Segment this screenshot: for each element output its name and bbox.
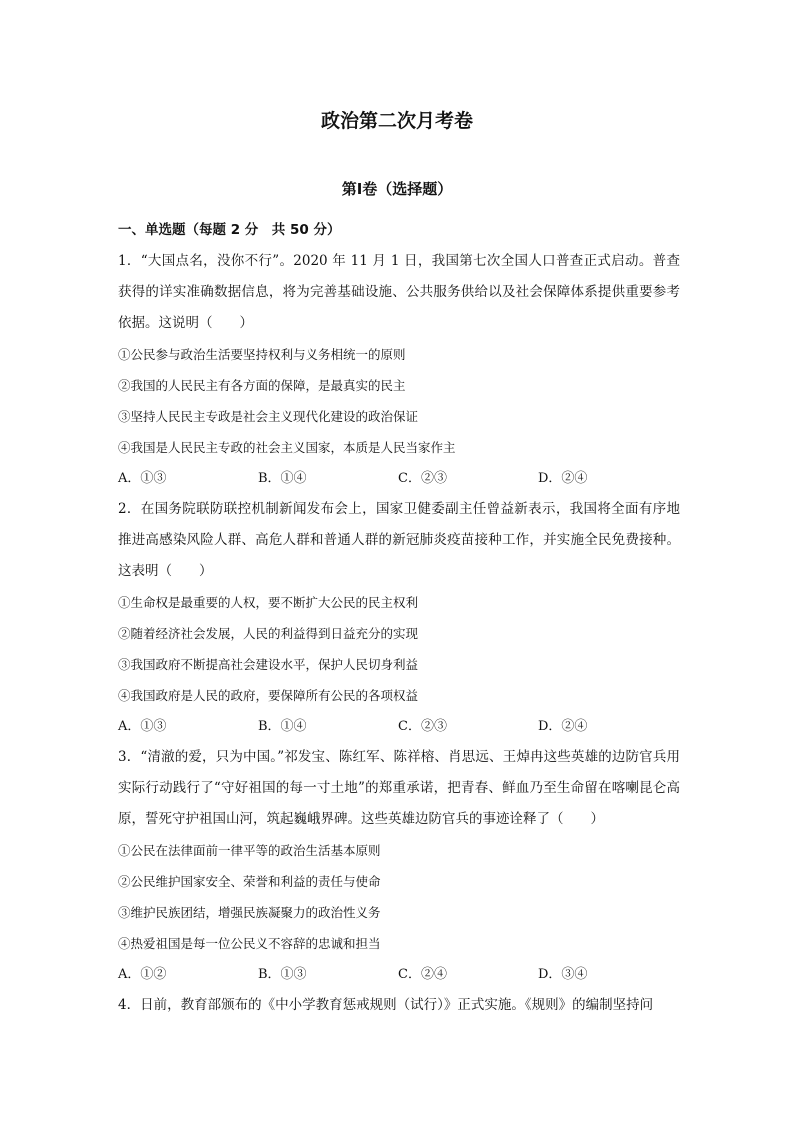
choice-a[interactable]: A．①③ (118, 719, 167, 734)
answer-choices (118, 959, 680, 990)
statement-1: ①公民参与政治生活要坚持权利与义务相统一的原则 (118, 347, 406, 362)
question-2 (118, 494, 680, 742)
choice-d[interactable]: D．③④ (538, 967, 588, 982)
page-title: 政治第二次月考卷 (320, 110, 473, 132)
statement-1: ①公民在法律面前一律平等的政治生活基本原则 (118, 843, 381, 858)
choice-c[interactable]: C．②④ (398, 967, 447, 982)
answer-choices (118, 463, 680, 494)
choice-a[interactable]: A．①② (118, 967, 167, 982)
question-list (118, 220, 680, 1021)
question-3 (118, 742, 680, 990)
question-stem: 4．日前，教育部颁布的《中小学教育惩戒规则（试行）》正式实施。《规则》的编制坚持问 (118, 997, 654, 1013)
part-title: 第Ⅰ卷（选择题） (341, 180, 453, 198)
question-4 (118, 990, 680, 1021)
statement-3: ③维护民族团结，增强民族凝聚力的政治性义务 (118, 905, 381, 920)
statement-2: ②随着经济社会发展，人民的利益得到日益充分的实现 (118, 626, 419, 641)
statement-2: ②公民维护国家安全、荣誉和利益的责任与使命 (118, 874, 381, 889)
statement-3: ③我国政府不断提高社会建设水平，保护人民切身利益 (118, 657, 419, 672)
question-stem: 2．在国务院联防联控机制新闻发布会上，国家卫健委副主任曾益新表示，我国将全面有序地推进高感染风险人群、高危人群和普通人群的新冠肺炎疫苗接种工作，并实施全民免费接种。这表明（ ） (118, 501, 680, 579)
statement-4: ④热爱祖国是每一位公民义不容辞的忠诚和担当 (118, 936, 381, 951)
choice-b[interactable]: B．①④ (258, 471, 307, 486)
choice-d[interactable]: D．②④ (538, 471, 588, 486)
statement-3: ③坚持人民民主专政是社会主义现代化建设的政治保证 (118, 409, 419, 424)
choice-b[interactable]: B．①④ (258, 719, 307, 734)
question-1 (118, 246, 680, 494)
section-heading: 一、单选题（每题 2 分 共 50 分） (118, 222, 341, 238)
statement-1: ①生命权是最重要的人权，要不断扩大公民的民主权利 (118, 595, 419, 610)
choice-c[interactable]: C．②③ (398, 719, 447, 734)
choice-a[interactable]: A．①③ (118, 471, 167, 486)
answer-choices (118, 711, 680, 742)
choice-d[interactable]: D．②④ (538, 719, 588, 734)
statement-2: ②我国的人民民主有各方面的保障，是最真实的民主 (118, 378, 406, 393)
statement-4: ④我国是人民民主专政的社会主义国家，本质是人民当家作主 (118, 440, 456, 455)
choice-c[interactable]: C．②③ (398, 471, 447, 486)
statement-4: ④我国政府是人民的政府，要保障所有公民的各项权益 (118, 688, 419, 703)
choice-b[interactable]: B．①③ (258, 967, 307, 982)
question-stem: 3．“清澈的爱，只为中国。”祁发宝、陈红军、陈祥榕、肖思远、王焯冉这些英雄的边防官兵用实际行动践行了“守好祖国的每一寸土地”的郑重承诺，把青春、鲜血乃至生命留在喀喇昆仑高原，誓死守护祖国山河，筑起巍峨界碑。这些英雄边防官兵的事迹诠释了（ ） (118, 749, 680, 827)
question-stem: 1．“大国点名，没你不行”。2020 年 11 月 1 日，我国第七次全国人口普查正式启动。普查获得的详实准确数据信息，将为完善基础设施、公共服务供给以及社会保障体系提供重要参考依据。这说明（ ） (118, 253, 680, 331)
